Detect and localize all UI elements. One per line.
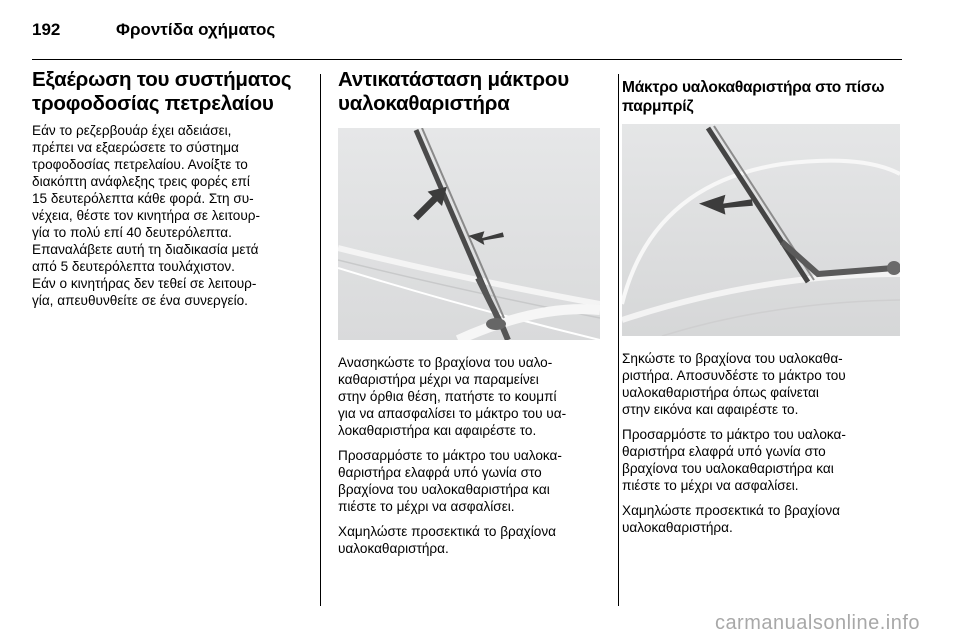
section-title: Φροντίδα οχήματος [116,20,276,39]
wiper-blade-illustration [338,128,600,340]
heading-wiper-blade: Αντικατάσταση μάκτρου υαλοκαθαριστήρα [338,68,569,115]
header-rule [32,59,902,60]
column-wiper-blade [338,68,604,565]
heading-rear-wiper: Μάκτρο υαλοκαθαριστήρα στο πίσω παρμπρίζ [622,79,885,115]
wiper-step-2: Προσαρμόστε το μάκτρο του υαλοκα- θαριστήρα ελαφρά υπό γωνία στο βραχίονα του υαλοκαθαριστήρα και πιέστε το μέχρι να ασφαλίσει. [338,448,562,514]
page-header [0,0,960,60]
heading-fuel-bleeding: Εξαέρωση του συστήματος τροφοδοσίας πετρελαίου [32,68,292,115]
column-fuel-bleeding [32,68,316,317]
fuel-bleeding-text: Εάν το ρεζερβουάρ έχει αδειάσει, πρέπει να εξαερώσετε το σύστημα τροφοδοσίας πετρελαίου. Ανοίξτε το διακόπτη ανάφλεξης τρεις φορές επί 15 δευτερόλεπτα κάθε φορά. Στη συ- νέχεια, θέστε τον κινητήρα σε λειτουρ- γία το πολύ επί 40 δευτερόλεπτα. Επαναλάβετε αυτή τη διαδικασία μετά από 5 δευτερόλεπτα τουλάχιστον. Εάν ο κινητήρας δεν τεθεί σε λειτουρ- γία, απευθυνθείτε σε ένα συνεργείο. [32,123,261,308]
page-number: 192 [32,20,61,39]
column-divider-1 [320,74,321,606]
rear-wiper-step-1: Σηκώστε το βραχίονα του υαλοκαθα- ριστήρα. Αποσυνδέστε το μάκτρο του υαλοκαθαριστήρα όπως φαίνεται στην εικόνα και αφαιρέστε το. [622,351,846,417]
rear-wiper-step-2: Προσαρμόστε το μάκτρο του υαλοκα- θαριστήρα ελαφρά υπό γωνία στο βραχίονα του υαλοκαθαριστήρα και πιέστε το μέχρι να ασφαλίσει. [622,427,846,493]
rear-wiper-step-3: Χαμηλώστε προσεκτικά το βραχίονα υαλοκαθαριστήρα. [622,503,840,535]
wiper-step-3: Χαμηλώστε προσεκτικά το βραχίονα υαλοκαθαριστήρα. [338,524,556,556]
rear-wiper-illustration [622,124,900,336]
watermark-text: carmanualsonline.info [714,612,920,634]
wiper-step-1: Ανασηκώστε το βραχίονα του υαλο- καθαριστήρα μέχρι να παραμείνει στην όρθια θέση, πατήστε το κουμπί για να απασφαλίσει το μάκτρο του υα- λοκαθαριστήρα και αφαιρέστε το. [338,355,567,438]
column-divider-2 [618,74,619,606]
column-rear-wiper [622,68,912,544]
